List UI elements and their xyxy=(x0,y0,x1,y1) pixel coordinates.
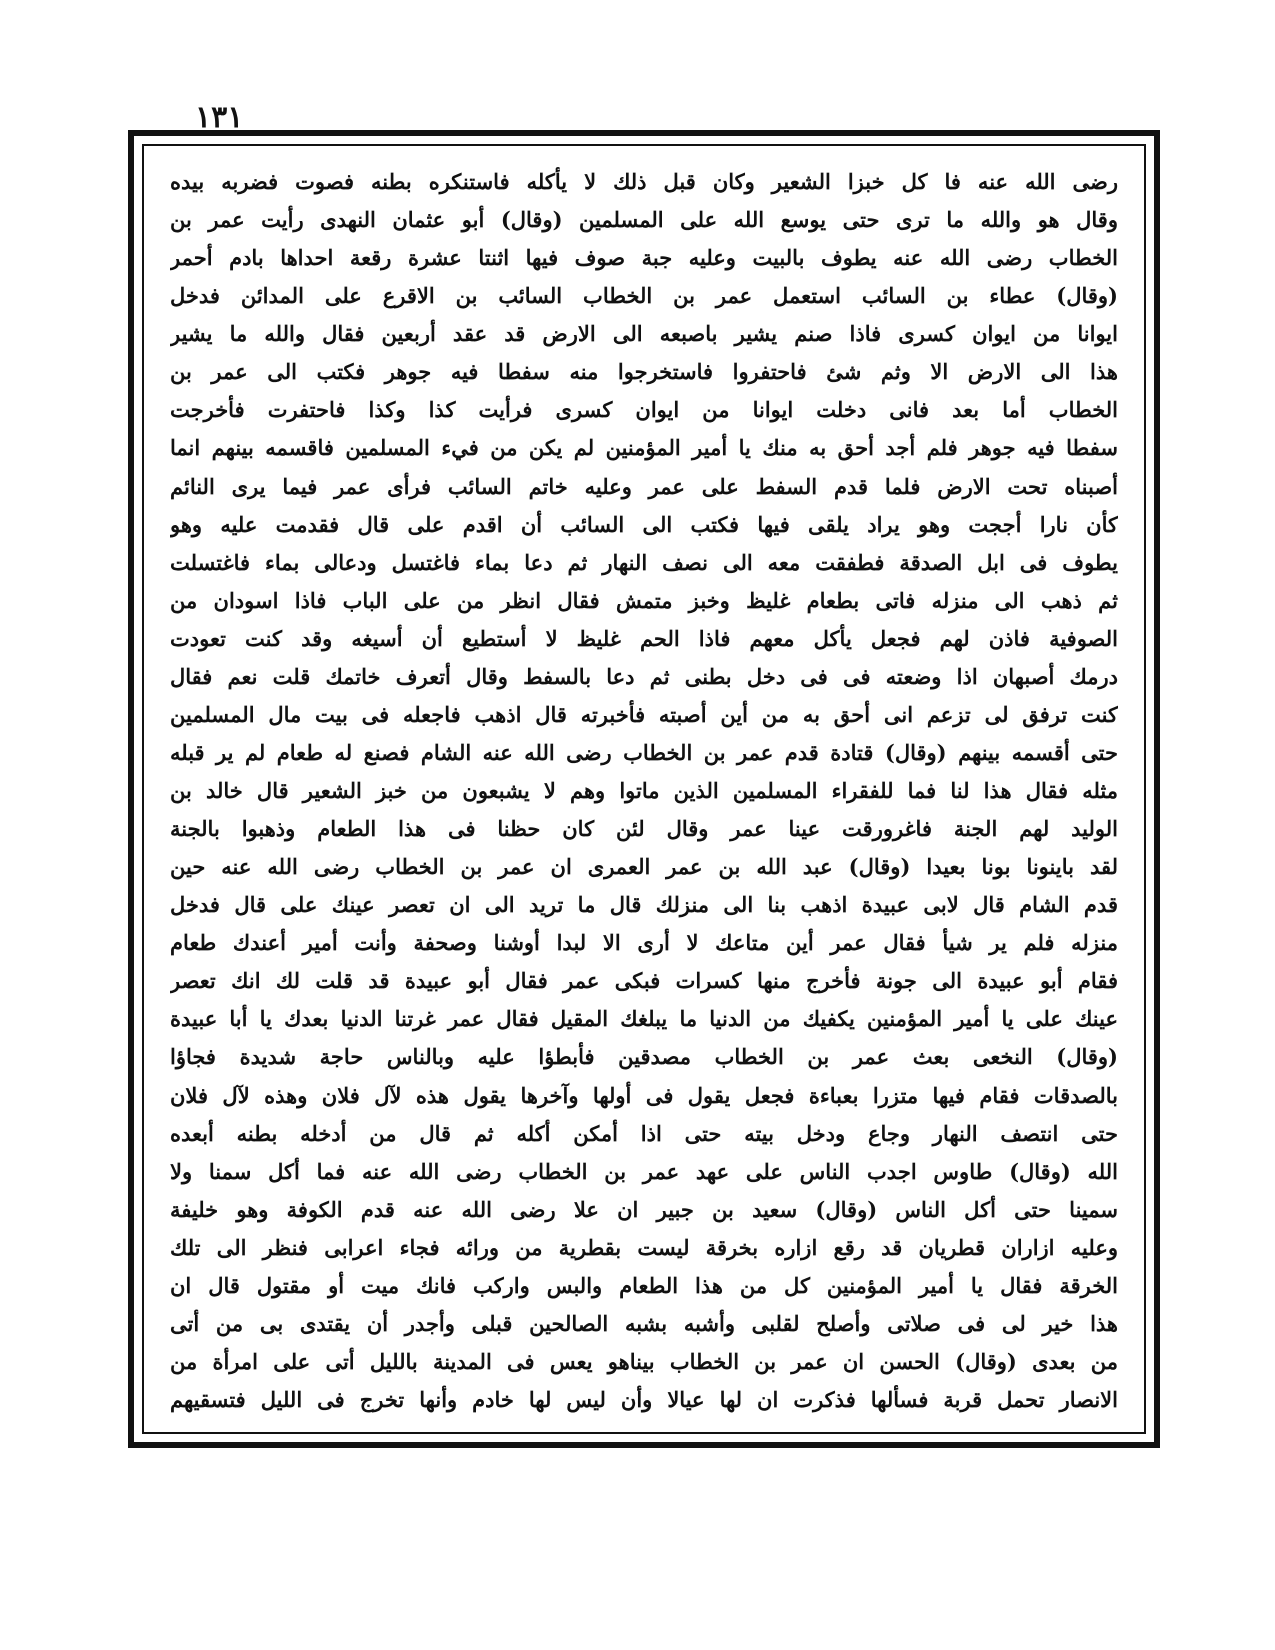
text-line: هذا الى الارض الا وثم شئ فاحتفروا فاستخرجوا منه سفطا فيه جوهر فكتب الى عمر بن xyxy=(170,359,1118,385)
text-line: الانصار تحمل قربة فسألها فذكرت ان لها عيالا وأن ليس لها خادم وأنها تخرج فى الليل فتسقيهم xyxy=(170,1387,1118,1412)
text-line: سمينا حتى أكل الناس (وقال) سعيد بن جبير ان علا رضى الله عنه قدم الكوفة وهو خليفة xyxy=(170,1196,1118,1222)
page-border-inner xyxy=(142,144,1146,1434)
text-line: سفطا فيه جوهر فلم أجد أحق به منك يا أمير المؤمنين لم يكن من فيء المسلمين فاقسمه بينهم انما xyxy=(170,435,1118,461)
text-line: وعليه ازاران قطريان قد رقع ازاره بخرقة ليست بقطرية من ورائه فجاء اعرابى فنظر الى تلك xyxy=(170,1234,1118,1260)
text-line: كنت ترفق لى تزعم انى أحق به من أين أصبته فأخبرته قال اذهب فاجعله فى بيت مال المسلمين xyxy=(170,701,1118,727)
text-line: بالصدقات فقام فيها متزرا بعباءة فجعل يقول فى أولها وآخرها يقول هذه لآل فلان وهذه لآل فلان xyxy=(170,1082,1118,1108)
text-line: منزله فلم ير شيأ فقال عمر أين متاعك لا أرى الا لبدا أوشنا وصحفة وأنت أمير أعندك طعام xyxy=(170,930,1118,956)
text-line: الخطاب أما بعد فانى دخلت ايوانا من ايوان كسرى فرأيت كذا وكذا فاحتفرت فأخرجت xyxy=(170,397,1118,423)
text-line: الله (وقال) طاوس اجدب الناس على عهد عمر بن الخطاب رضى الله عنه فما أكل سمنا ولا xyxy=(170,1158,1118,1184)
page-border xyxy=(128,130,1160,1448)
text-line: عينك على يا أمير المؤمنين يكفيك من الدنيا ما يبلغك المقيل فقال عمر غرتنا الدنيا بعدك يا أبا عبيدة xyxy=(170,1006,1118,1032)
text-line: حتى انتصف النهار وجاع ودخل بيته حتى اذا أمكن أكله ثم قال من أدخله بطنه أبعده xyxy=(170,1120,1118,1146)
text-line: أصبناه تحت الارض فلما قدم السفط على عمر وعليه خاتم السائب فرأى عمر فيما يرى النائم xyxy=(170,473,1118,499)
text-line: درمك أصبهان اذا وضعته فى فى دخل بطنى ثم دعا بالسفط وقال أتعرف خاتمك قلت نعم فقال xyxy=(170,663,1118,689)
text-line: مثله فقال هذا لنا فما للفقراء المسلمين الذين ماتوا وهم لا يشبعون من خبز الشعير قال خالد بن xyxy=(170,778,1118,803)
text-line: ايوانا من ايوان كسرى فاذا صنم يشير باصبعه الى الارض قد عقد أربعين فقال والله ما يشير xyxy=(170,321,1118,347)
text-line: ثم ذهب الى منزله فاتى بطعام غليظ وخبز متمش فقال انظر من على الباب فاذا اسودان من xyxy=(170,587,1118,613)
page-number: ١٣١ xyxy=(195,100,244,135)
text-line: لقد باينونا بونا بعيدا (وقال) عبد الله بن عمر العمرى ان عمر بن الخطاب رضى الله عنه حين xyxy=(170,854,1118,880)
text-line: وقال هو والله ما ترى حتى يوسع الله على المسلمين (وقال) أبو عثمان النهدى رأيت عمر بن xyxy=(170,207,1118,233)
body-text xyxy=(170,164,1118,1418)
text-line: الخرقة فقال يا أمير المؤمنين كل من هذا الطعام والبس واركب فانك ميت أو مقتول قال ان xyxy=(170,1272,1118,1298)
text-line: الصوفية فاذن لهم فجعل يأكل معهم فاذا الحم غليظ لا أستطيع أن أسيغه وقد كنت تعودت xyxy=(170,625,1118,651)
text-line: الخطاب رضى الله عنه يطوف بالبيت وعليه جبة صوف فيها اثنتا عشرة رقعة احداها بادم أحمر xyxy=(170,245,1118,271)
text-line: قدم الشام قال لابى عبيدة اذهب بنا الى منزلك قال ما تريد الى ان تعصر عينك على قال فدخل xyxy=(170,892,1118,918)
text-line: رضى الله عنه فا كل خبزا الشعير وكان قبل ذلك لا يأكله فاستنكره بطنه فصوت فضربه بيده xyxy=(170,169,1118,194)
text-line: الوليد لهم الجنة فاغرورقت عينا عمر وقال لئن كان حظنا فى هذا الطعام وذهبوا بالجنة xyxy=(170,816,1118,842)
text-line: فقام أبو عبيدة الى جونة فأخرج منها كسرات فبكى عمر فقال أبو عبيدة قد قلت لك انك تعصر xyxy=(170,968,1118,994)
text-line: هذا خير لى فى صلاتى وأصلح لقلبى وأشبه بشبه الصالحين قبلى وأجدر أن يقتدى بى من أتى xyxy=(170,1310,1118,1336)
text-line: من بعدى (وقال) الحسن ان عمر بن الخطاب بيناهو يعس فى المدينة بالليل أتى على امرأة من xyxy=(170,1348,1118,1374)
text-line: (وقال) عطاء بن السائب استعمل عمر بن الخطاب السائب بن الاقرع على المدائن فدخل xyxy=(170,283,1118,309)
text-line: يطوف فى ابل الصدقة فطفقت معه الى نصف النهار ثم دعا بماء فاغتسل ودعالى بماء فاغتسلت xyxy=(170,549,1118,575)
text-line: (وقال) النخعى بعث عمر بن الخطاب مصدقين فأبطؤا عليه وبالناس حاجة شديدة فجاؤا xyxy=(170,1044,1118,1070)
text-line: حتى أقسمه بينهم (وقال) قتادة قدم عمر بن الخطاب رضى الله عنه الشام فصنع له طعام لم ير قبله xyxy=(170,739,1118,765)
text-line: كأن نارا أججت وهو يراد يلقى فيها فكتب الى السائب أن اقدم على قال فقدمت عليه وهو xyxy=(170,511,1118,537)
